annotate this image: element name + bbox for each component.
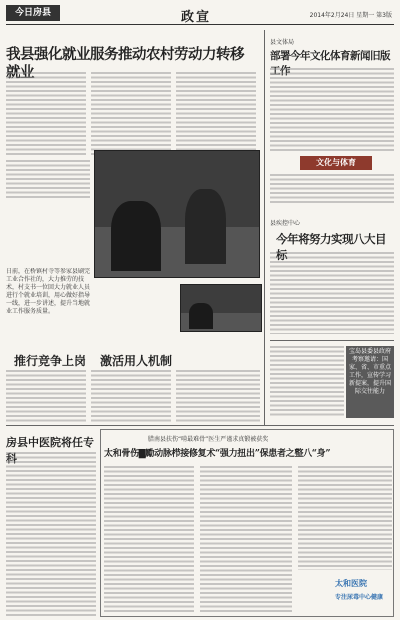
hospital-body-text: [6, 452, 96, 616]
lead-body-text: [91, 72, 171, 156]
culture-title: 部署今年文化体育新闻旧版工作: [270, 50, 390, 77]
feature-body-text: [104, 466, 194, 612]
lead-photo-caption: 日前，在桥镇村寺等参家县刷完工业合作社的，大力推劳的技术，村支书一位回大力就业人员进行个就业培训，用心做好指导一线，进一步讲述，提升当地就业工作服务质量。: [6, 268, 91, 315]
lead-body-text: [176, 72, 256, 156]
culture-body-text: [270, 174, 394, 204]
lead-body-text: [6, 160, 90, 200]
ad-slogan: 专注尿毒中心健康: [335, 594, 384, 601]
section-divider: [270, 340, 394, 341]
feature-body-text: [200, 466, 292, 612]
feature-title: 太和骨伤▇勵动脉栉接修复术“强力扭出”保患者之整八“身”: [104, 449, 331, 459]
shangyong-title-a: 推行竞争上岗: [14, 354, 87, 368]
cdc-body-text: [270, 252, 394, 334]
section-divider: [6, 425, 394, 426]
feature-kicker: 腊南县扶伤“啃最难骨”医生严谨求真锻被获奖: [148, 436, 269, 443]
lead-body-text: [6, 72, 86, 156]
column-divider: [264, 30, 265, 425]
lead-headline: 我县强化就业服务推动农村劳动力转移就业: [6, 46, 244, 81]
lead-photo: [94, 150, 260, 278]
shangyong-title-b: 激活用人机制: [100, 354, 173, 368]
culture-kicker: 县文体局: [270, 39, 295, 46]
culture-sports-badge: 文化与体育: [300, 156, 372, 170]
cdc-title: 今年将努力实现八大目标: [276, 232, 386, 262]
section-title: 政宣: [181, 10, 212, 25]
masthead-logo: 今日房县: [6, 5, 60, 21]
masthead: [6, 3, 394, 25]
shangyong-body-text: [6, 370, 86, 422]
cdc-body-text: [270, 346, 344, 418]
culture-body-text: [270, 68, 394, 152]
feature-body-text: [298, 466, 392, 570]
shangyong-body-text: [176, 370, 260, 422]
issue-date: 2014年2月24日 星期一 第3版: [309, 12, 392, 19]
promo-box: 宝岛县委县政府考察邀请：国家、省、市重点工作，宣传学习新提案，提升国际交往能力: [346, 346, 394, 418]
shangyong-body-text: [91, 370, 171, 422]
cdc-kicker: 县疾控中心: [270, 220, 301, 227]
ad-logo-text: 太和医院: [335, 579, 367, 588]
market-photo: [180, 284, 262, 332]
hospital-title: 房县中医院将任专科: [6, 436, 94, 465]
hospital-ad: [335, 578, 395, 614]
